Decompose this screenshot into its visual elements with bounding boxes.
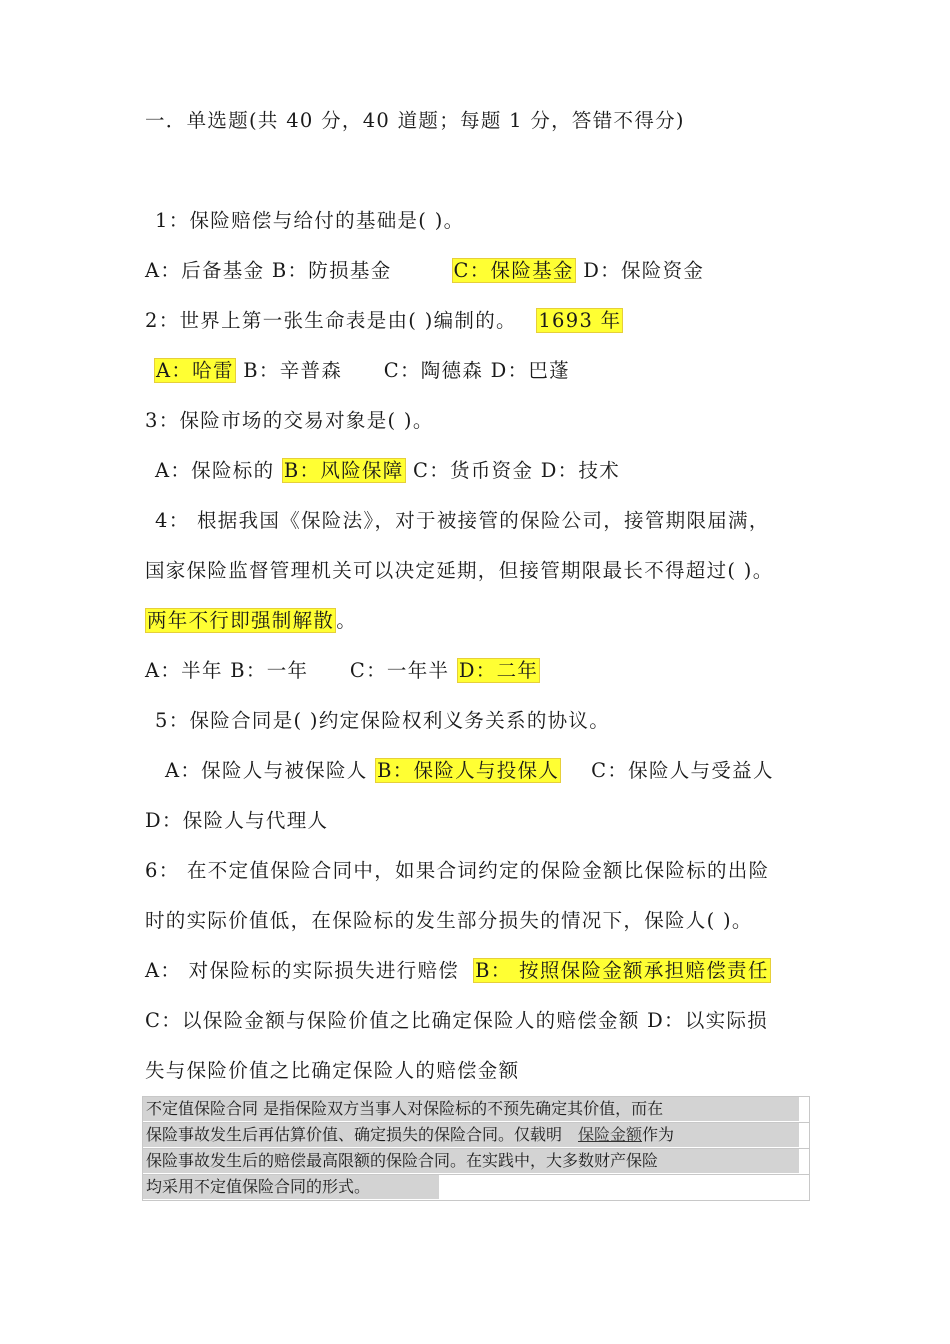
explanation-row-2-text: 保险事故发生后再估算价值、确定损失的保险合同。仅载明 [146, 1125, 579, 1144]
section-title: 一．单选题(共 40 分，40 道题；每题 1 分，答错不得分) [145, 109, 685, 132]
q5-option-b-answer: B：保险人与投保人 [377, 759, 560, 782]
q5-option-a: A：保险人与被保险人 [165, 759, 368, 782]
question-4-stem-1: 4： 根据我国《保险法》，对于被接管的保险公司，接管期限届满， [155, 509, 770, 532]
explanation-box [142, 1096, 810, 1201]
q2-option-a-answer: A：哈雷 [156, 359, 234, 382]
q2-stem: 2：世界上第一张生命表是由( )编制的。 [145, 309, 517, 332]
q4-note-highlight: 两年不行即强制解散 [147, 609, 335, 632]
question-3-options [155, 456, 620, 486]
question-6-stem-1: 6： 在不定值保险合同中，如果合词约定的保险金额比保险标的出险 [145, 859, 770, 882]
q4-option-d-answer: D：二年 [458, 659, 539, 682]
question-5-option-d: D：保险人与代理人 [145, 809, 329, 832]
question-3-stem: 3：保险市场的交易对象是( )。 [145, 409, 434, 432]
question-6-options-ab [145, 956, 771, 986]
q5-option-c: C：保险人与受益人 [591, 759, 774, 782]
question-4-note-line [145, 606, 357, 636]
sum-insured-link[interactable]: 保险金额 [578, 1125, 643, 1144]
q2-option-rest: B：辛普森 C：陶德森 D：巴蓬 [243, 359, 570, 382]
explanation-row-3: 保险事故发生后的赔偿最高限额的保险合同。在实践中，大多数财产保险 [143, 1149, 799, 1173]
q6-option-a: A： 对保险标的实际损失进行赔偿 [145, 959, 460, 982]
question-4-options [145, 656, 540, 686]
q3-option-b-answer: B：风险保障 [283, 459, 404, 482]
explanation-row [142, 1122, 810, 1148]
q3-option-a: A：保险标的 [155, 459, 275, 482]
q2-note-highlight: 1693 年 [538, 309, 622, 332]
question-2-stem-line [145, 306, 623, 336]
explanation-row-1: 不定值保险合同 是指保险双方当事人对保险标的不预先确定其价值，而在 [143, 1097, 799, 1121]
question-6-option-c: C：以保险金额与保险价值之比确定保险人的赔偿金额 D：以实际损 [145, 1009, 769, 1032]
question-5-options [165, 756, 774, 786]
explanation-row-2 [143, 1123, 799, 1147]
question-5-stem: 5：保险合同是( )约定保险权利义务关系的协议。 [155, 709, 611, 732]
explanation-row-4: 均采用不定值保险合同的形式。 [143, 1175, 439, 1199]
question-2-options [154, 356, 570, 386]
explanation-row [142, 1174, 810, 1201]
q6-option-b-answer: B： 按照保险金额承担赔偿责任 [475, 959, 769, 982]
q1-option-a-b: A：后备基金 B：防损基金 [145, 259, 392, 282]
question-4-stem-2: 国家保险监督管理机关可以决定延期，但接管期限最长不得超过( )。 [145, 559, 774, 582]
explanation-row [142, 1148, 810, 1174]
explanation-row-2-end: 作为 [642, 1125, 675, 1144]
question-1-stem: 1：保险赔偿与给付的基础是( )。 [155, 209, 465, 232]
q4-note-end: 。 [336, 609, 358, 632]
question-6-stem-2: 时的实际价值低，在保险标的发生部分损失的情况下，保险人( )。 [145, 909, 753, 932]
q1-option-c-answer: C：保险基金 [453, 259, 574, 282]
question-6-option-d: 失与保险价值之比确定保险人的赔偿金额 [145, 1059, 520, 1082]
explanation-row [142, 1096, 810, 1122]
q1-option-d: D：保险资金 [583, 259, 705, 282]
q4-options: A：半年 B：一年 C：一年半 [145, 659, 450, 682]
question-1-options [145, 256, 704, 286]
q3-option-rest: C：货币资金 D：技术 [413, 459, 621, 482]
